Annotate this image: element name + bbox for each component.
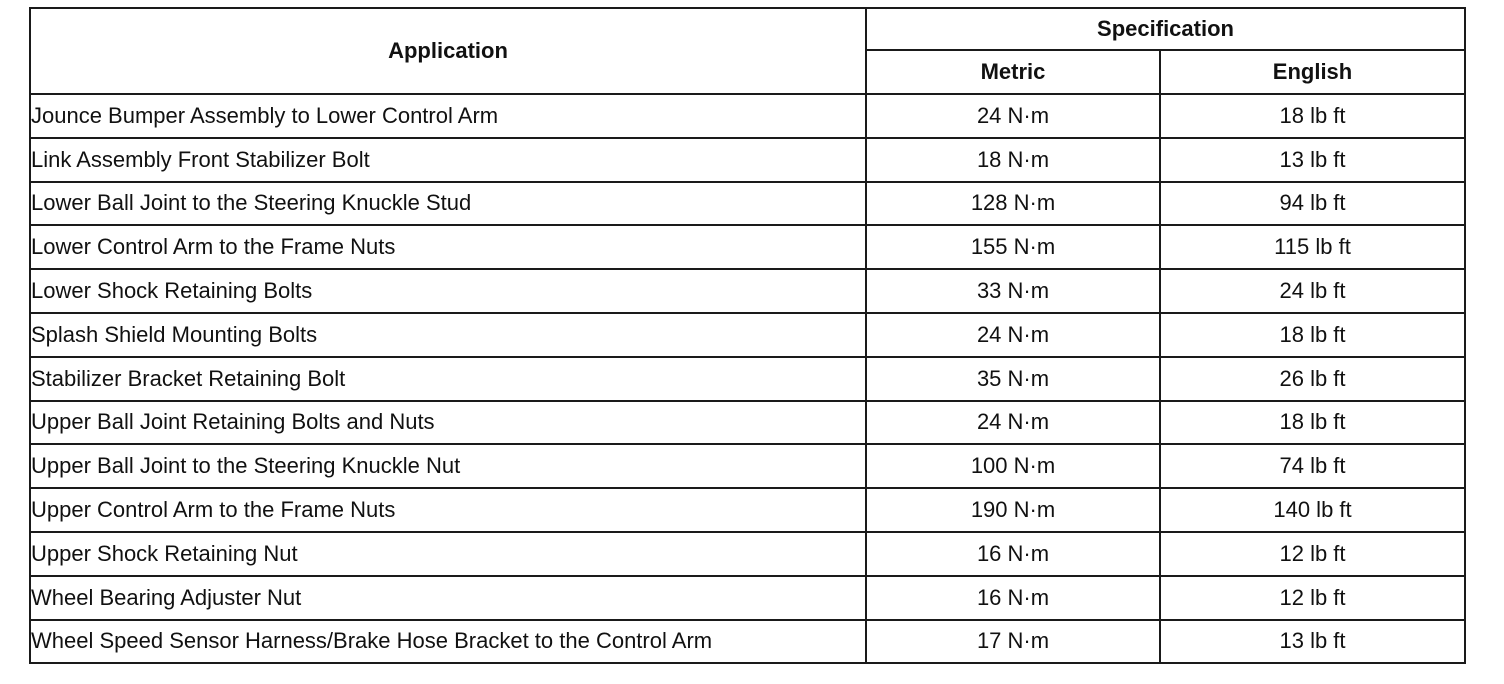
english-header: English bbox=[1160, 50, 1465, 94]
table-header bbox=[30, 8, 1465, 94]
application-cell: Stabilizer Bracket Retaining Bolt bbox=[30, 357, 866, 401]
table-row bbox=[30, 444, 1465, 488]
table-row bbox=[30, 225, 1465, 269]
table-row bbox=[30, 138, 1465, 182]
table-row bbox=[30, 269, 1465, 313]
english-cell: 18 lb ft bbox=[1160, 94, 1465, 138]
table-row bbox=[30, 620, 1465, 664]
application-cell: Upper Control Arm to the Frame Nuts bbox=[30, 488, 866, 532]
metric-cell: 18 N·m bbox=[866, 138, 1160, 182]
metric-cell: 190 N·m bbox=[866, 488, 1160, 532]
english-cell: 115 lb ft bbox=[1160, 225, 1465, 269]
english-cell: 24 lb ft bbox=[1160, 269, 1465, 313]
table-row bbox=[30, 532, 1465, 576]
table-row bbox=[30, 357, 1465, 401]
english-cell: 140 lb ft bbox=[1160, 488, 1465, 532]
application-cell: Upper Ball Joint Retaining Bolts and Nuts bbox=[30, 401, 866, 445]
application-header: Application bbox=[30, 8, 866, 94]
application-cell: Lower Ball Joint to the Steering Knuckle Stud bbox=[30, 182, 866, 226]
metric-cell: 128 N·m bbox=[866, 182, 1160, 226]
metric-cell: 100 N·m bbox=[866, 444, 1160, 488]
metric-cell: 155 N·m bbox=[866, 225, 1160, 269]
application-cell: Upper Shock Retaining Nut bbox=[30, 532, 866, 576]
application-cell: Wheel Speed Sensor Harness/Brake Hose Bracket to the Control Arm bbox=[30, 620, 866, 664]
english-cell: 13 lb ft bbox=[1160, 138, 1465, 182]
table-row bbox=[30, 94, 1465, 138]
metric-cell: 24 N·m bbox=[866, 401, 1160, 445]
english-cell: 12 lb ft bbox=[1160, 532, 1465, 576]
table-row bbox=[30, 182, 1465, 226]
metric-cell: 24 N·m bbox=[866, 313, 1160, 357]
table-row bbox=[30, 401, 1465, 445]
application-cell: Splash Shield Mounting Bolts bbox=[30, 313, 866, 357]
application-cell: Wheel Bearing Adjuster Nut bbox=[30, 576, 866, 620]
metric-cell: 35 N·m bbox=[866, 357, 1160, 401]
english-cell: 13 lb ft bbox=[1160, 620, 1465, 664]
application-cell: Link Assembly Front Stabilizer Bolt bbox=[30, 138, 866, 182]
specification-header: Specification bbox=[866, 8, 1465, 50]
english-cell: 12 lb ft bbox=[1160, 576, 1465, 620]
metric-header: Metric bbox=[866, 50, 1160, 94]
application-cell: Jounce Bumper Assembly to Lower Control Arm bbox=[30, 94, 866, 138]
table-row bbox=[30, 488, 1465, 532]
header-row-top bbox=[30, 8, 1465, 50]
application-cell: Upper Ball Joint to the Steering Knuckle Nut bbox=[30, 444, 866, 488]
table-row bbox=[30, 313, 1465, 357]
application-cell: Lower Control Arm to the Frame Nuts bbox=[30, 225, 866, 269]
torque-spec-table bbox=[29, 7, 1466, 664]
metric-cell: 16 N·m bbox=[866, 532, 1160, 576]
table-row bbox=[30, 576, 1465, 620]
english-cell: 26 lb ft bbox=[1160, 357, 1465, 401]
metric-cell: 16 N·m bbox=[866, 576, 1160, 620]
metric-cell: 33 N·m bbox=[866, 269, 1160, 313]
metric-cell: 24 N·m bbox=[866, 94, 1160, 138]
english-cell: 18 lb ft bbox=[1160, 313, 1465, 357]
metric-cell: 17 N·m bbox=[866, 620, 1160, 664]
application-cell: Lower Shock Retaining Bolts bbox=[30, 269, 866, 313]
english-cell: 94 lb ft bbox=[1160, 182, 1465, 226]
english-cell: 18 lb ft bbox=[1160, 401, 1465, 445]
table-body bbox=[30, 94, 1465, 663]
english-cell: 74 lb ft bbox=[1160, 444, 1465, 488]
